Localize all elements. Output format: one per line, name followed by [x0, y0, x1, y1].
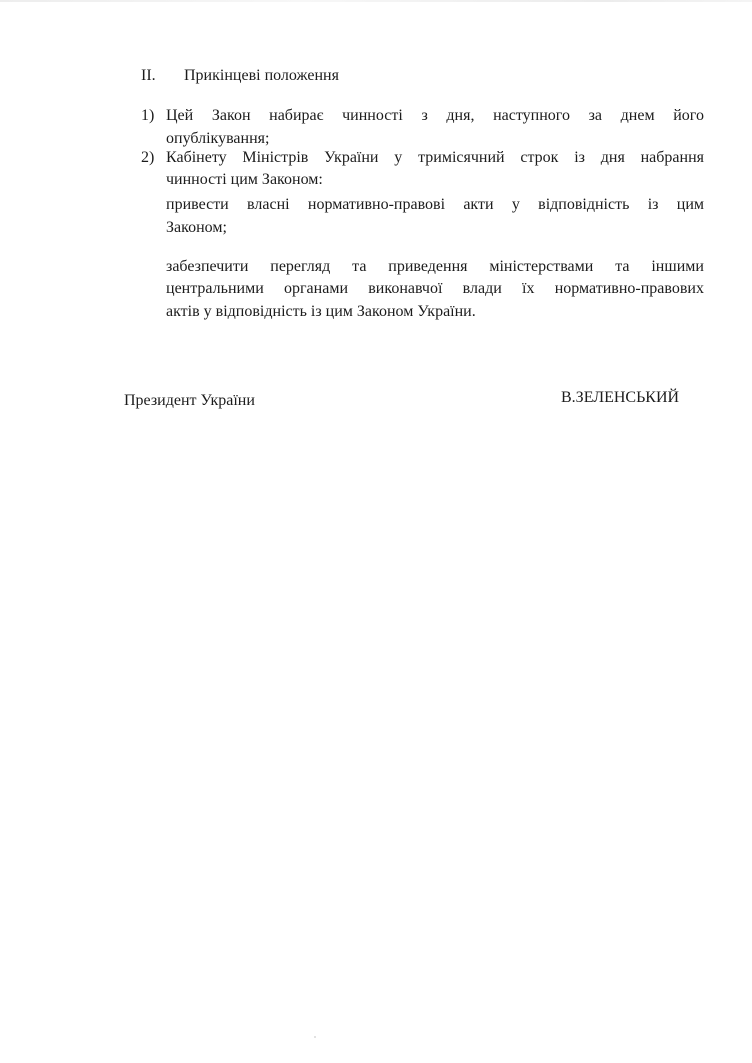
sub-item-text-line: актів у відповідність із цим Законом України. — [166, 303, 476, 320]
scan-top-edge — [0, 0, 752, 2]
signatory-name: В.ЗЕЛЕНСЬКИЙ — [561, 389, 680, 406]
sub-item-text-line: Законом; — [166, 219, 227, 236]
section-title: Прикінцеві положення — [184, 67, 339, 84]
list-item-text-line: чинності цим Законом: — [166, 171, 323, 188]
scan-speck — [314, 1036, 316, 1038]
list-item-number: 1) — [141, 107, 155, 124]
list-item-number: 2) — [141, 149, 155, 166]
list-item-text-line: опублікування; — [166, 130, 270, 147]
section-number: II. — [141, 67, 156, 84]
sub-item-text-line: центральними органами виконавчої влади їх нормативно-правових — [166, 280, 704, 297]
sub-item-text-line: привести власні нормативно-правові акти у відповідність із цим — [166, 196, 704, 213]
sub-item-text-line: забезпечити перегляд та приведення міністерствами та іншими — [166, 258, 704, 275]
list-item-text-line: Цей Закон набирає чинності з дня, наступного за днем його — [166, 107, 704, 124]
signatory-position: Президент України — [124, 392, 255, 409]
list-item-text-line: Кабінету Міністрів України у тримісячний строк із дня набрання — [166, 149, 704, 166]
